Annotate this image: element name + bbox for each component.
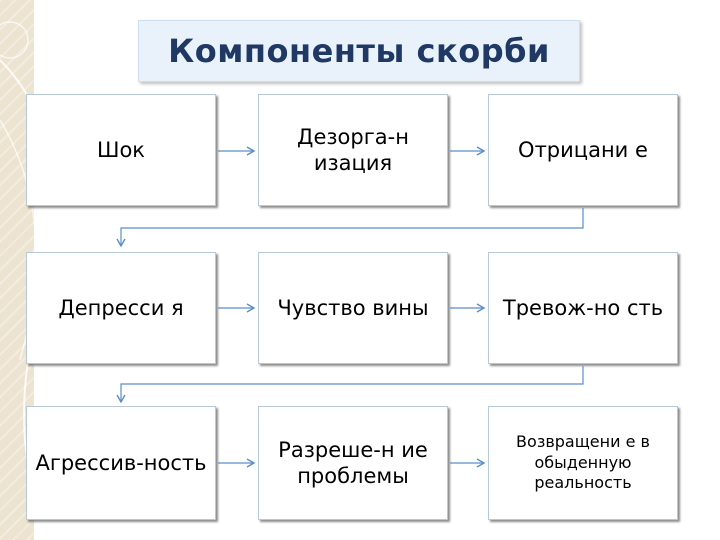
arrow-anxiety-to-aggression <box>121 366 583 402</box>
arrow-denial-to-depression <box>121 208 583 246</box>
node-label: Депресси я <box>58 295 184 320</box>
node-label: Разреше-н ие проблемы <box>278 437 428 488</box>
node-label: Отрицани е <box>518 137 648 162</box>
node-label: Тревож-но сть <box>502 295 664 320</box>
node-label: Чувство вины <box>277 295 429 320</box>
node-label: Возвращени е в обыденную реальность <box>516 431 650 493</box>
node-label: Агрессив-ность <box>35 450 207 475</box>
node-label: Шок <box>97 137 145 162</box>
node-label: Дезорга-н изация <box>297 124 409 175</box>
page-title: Компоненты скорби <box>168 32 550 70</box>
